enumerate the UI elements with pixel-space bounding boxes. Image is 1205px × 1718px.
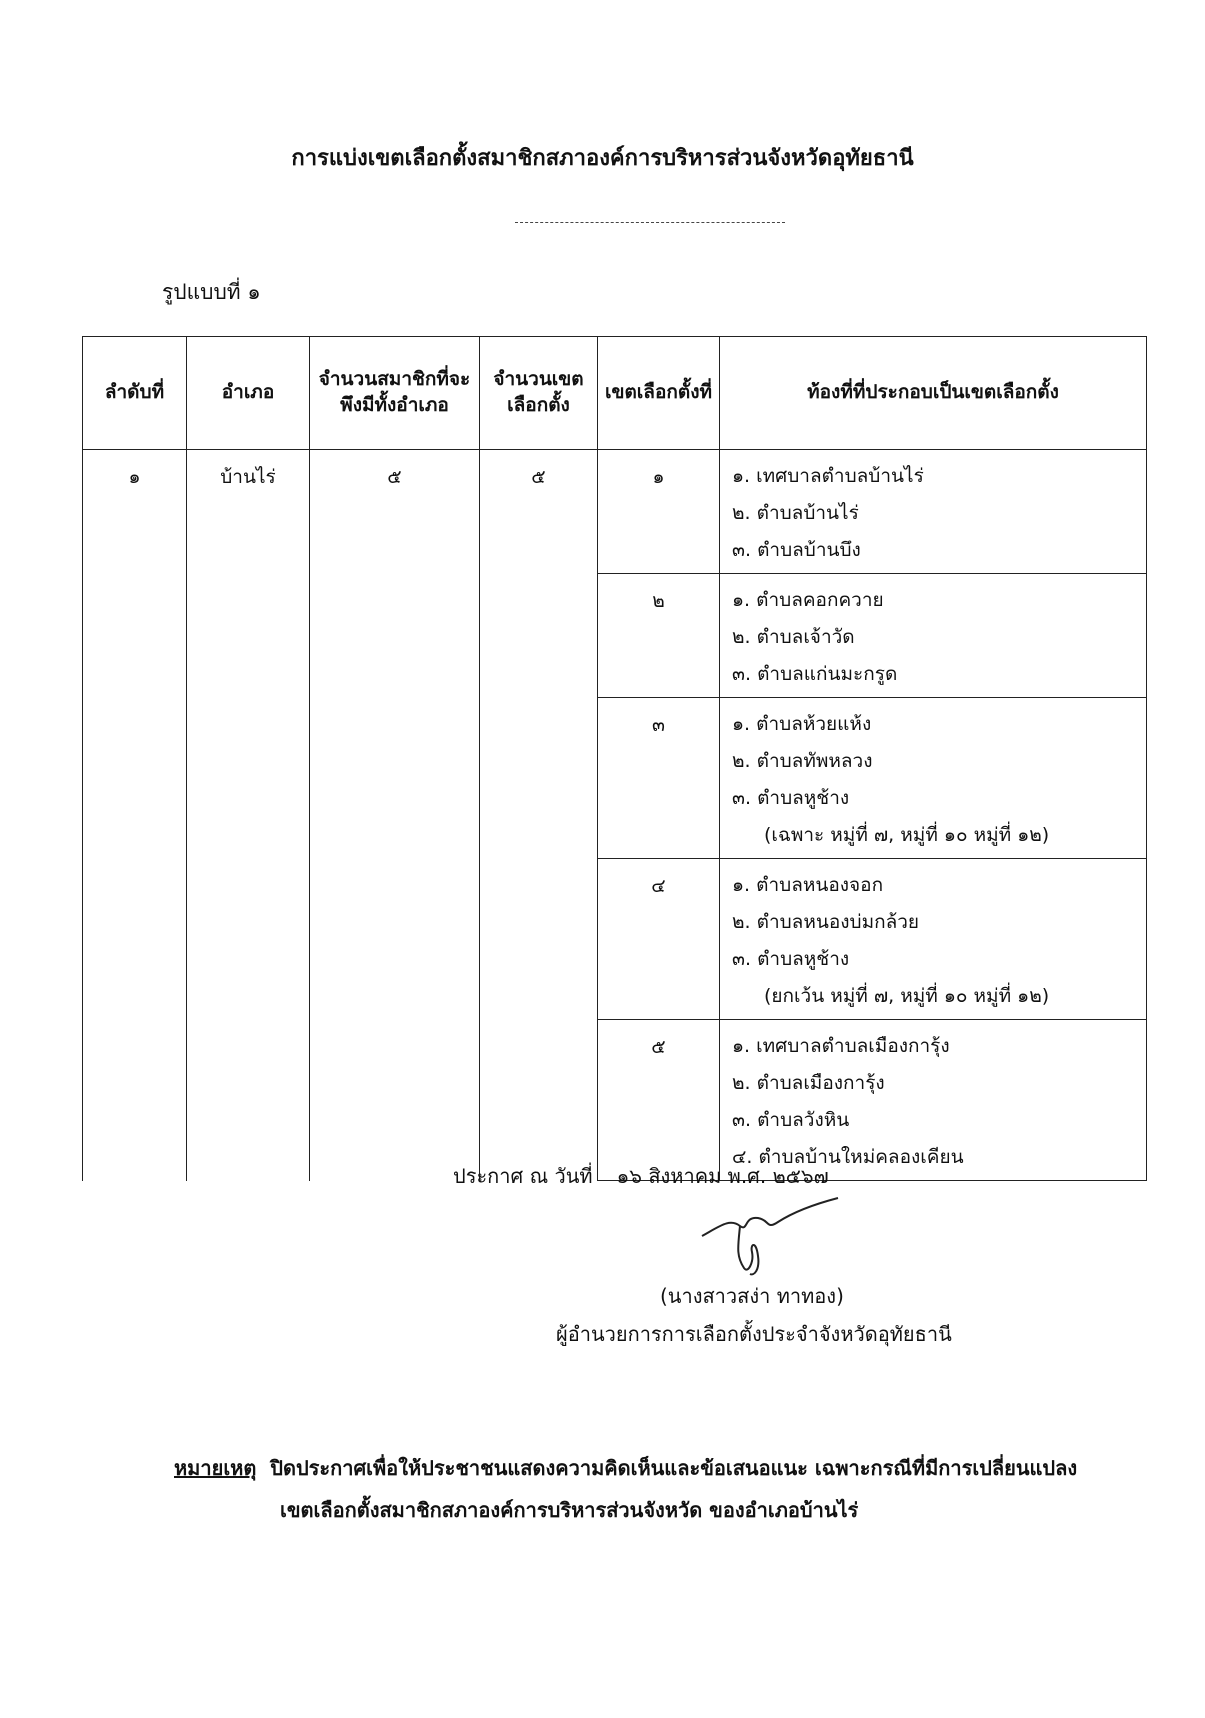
list-item <box>732 1065 1146 1102</box>
area-name: ๒. ตำบลทัพหลวง <box>732 750 873 772</box>
header-zone-count: จำนวนเขตเลือกตั้ง <box>480 337 598 450</box>
row-district-cell <box>187 450 310 1181</box>
zone-areas-cell <box>720 698 1147 859</box>
area-name: ๑. ตำบลห้วยแห้ง <box>732 713 872 735</box>
list-item <box>732 619 1146 656</box>
list-item <box>732 1102 1146 1139</box>
header-order: ลำดับที่ <box>83 337 187 450</box>
row-zone-count-cell <box>480 450 598 1181</box>
zone-number-cell <box>598 574 720 698</box>
area-list <box>720 698 1146 858</box>
zone-number-cell <box>598 859 720 1020</box>
row-district: บ้านไร่ <box>220 466 276 488</box>
signatory-name: (นางสาวสง่า ทาทอง) <box>660 1284 844 1308</box>
zone-number-cell <box>598 698 720 859</box>
list-item <box>732 941 1146 1015</box>
title-divider <box>515 222 785 223</box>
row-order-cell <box>83 450 187 1181</box>
area-name: ๑. เทศบาลตำบลเมืองการุ้ง <box>732 1035 950 1057</box>
area-name: ๓. ตำบลบ้านบึง <box>732 539 861 561</box>
zone-number: ๕ <box>651 1036 666 1058</box>
area-name: ๓. ตำบลวังหิน <box>732 1109 850 1131</box>
signatory-position: ผู้อำนวยการการเลือกตั้งประจำจังหวัดอุทัยธานี <box>556 1322 952 1346</box>
zone-number-cell <box>598 1020 720 1181</box>
zone-areas-cell <box>720 1020 1147 1181</box>
announcement-date: ๑๖ สิงหาคม พ.ศ. ๒๕๖๗ <box>616 1164 829 1188</box>
announcement-prefix: ประกาศ ณ วันที่ <box>453 1164 593 1188</box>
zone-number: ๒ <box>652 590 665 612</box>
list-item <box>732 656 1146 693</box>
area-name: ๓. ตำบลหูช้าง <box>732 948 850 970</box>
area-name: ๒. ตำบลเมืองการุ้ง <box>732 1072 885 1094</box>
row-members-cell <box>310 450 480 1181</box>
row-order: ๑ <box>128 466 141 488</box>
zone-table <box>82 336 1147 1181</box>
list-item <box>732 743 1146 780</box>
area-name: ๑. ตำบลคอกควาย <box>732 589 884 611</box>
table-header-row <box>83 337 1147 450</box>
header-district: อำเภอ <box>187 337 310 450</box>
area-list <box>720 574 1146 697</box>
area-name: ๒. ตำบลบ้านไร่ <box>732 502 859 524</box>
zone-number: ๑ <box>652 466 665 488</box>
form-label: รูปแบบที่ ๑ <box>162 280 261 304</box>
list-item <box>732 582 1146 619</box>
area-note: (ยกเว้น หมู่ที่ ๗, หมู่ที่ ๑๐ หมู่ที่ ๑๒) <box>764 985 1050 1007</box>
area-name: ๔. ตำบลบ้านใหม่คลองเคียน <box>732 1146 964 1168</box>
zone-number-cell <box>598 450 720 574</box>
area-name: ๓. ตำบลหูช้าง <box>732 787 850 809</box>
zone-areas-cell <box>720 859 1147 1020</box>
header-zone: เขตเลือกตั้งที่ <box>598 337 720 450</box>
area-name: ๒. ตำบลหนองบ่มกล้วย <box>732 911 920 933</box>
list-item <box>732 495 1146 532</box>
zone-areas-cell <box>720 450 1147 574</box>
area-name: ๓. ตำบลแก่นมะกรูด <box>732 663 898 685</box>
footnote <box>174 1452 1134 1526</box>
area-name: ๒. ตำบลเจ้าวัด <box>732 626 855 648</box>
list-item <box>732 780 1146 854</box>
header-members: จำนวนสมาชิกที่จะพึงมีทั้งอำเภอ <box>310 337 480 450</box>
list-item <box>732 532 1146 569</box>
zone-number: ๔ <box>651 875 666 897</box>
document-title: การแบ่งเขตเลือกตั้งสมาชิกสภาองค์การบริหารส่วนจังหวัดอุทัยธานี <box>291 146 914 171</box>
list-item <box>732 867 1146 904</box>
signature-image <box>700 1196 840 1276</box>
header-areas: ท้องที่ที่ประกอบเป็นเขตเลือกตั้ง <box>720 337 1147 450</box>
area-note: (เฉพาะ หมู่ที่ ๗, หมู่ที่ ๑๐ หมู่ที่ ๑๒) <box>764 824 1050 846</box>
footnote-line-2: เขตเลือกตั้งสมาชิกสภาองค์การบริหารส่วนจังหวัด ของอำเภอบ้านไร่ <box>280 1498 859 1522</box>
area-name: ๑. เทศบาลตำบลบ้านไร่ <box>732 465 924 487</box>
area-name: ๑. ตำบลหนองจอก <box>732 874 884 896</box>
announcement-line <box>453 1160 829 1192</box>
list-item <box>732 904 1146 941</box>
table-row <box>83 450 1147 574</box>
zone-areas-cell <box>720 574 1147 698</box>
zone-number: ๓ <box>652 714 665 736</box>
footnote-line-1: ปิดประกาศเพื่อให้ประชาชนแสดงความคิดเห็นและข้อเสนอแนะ เฉพาะกรณีที่มีการเปลี่ยนแปลง <box>270 1456 1078 1480</box>
area-list <box>720 1020 1146 1180</box>
row-zone-count: ๕ <box>531 466 546 488</box>
list-item <box>732 1028 1146 1065</box>
footnote-label: หมายเหตุ <box>174 1456 257 1480</box>
list-item <box>732 706 1146 743</box>
list-item <box>732 458 1146 495</box>
area-list <box>720 450 1146 573</box>
row-members: ๕ <box>387 466 402 488</box>
area-list <box>720 859 1146 1019</box>
